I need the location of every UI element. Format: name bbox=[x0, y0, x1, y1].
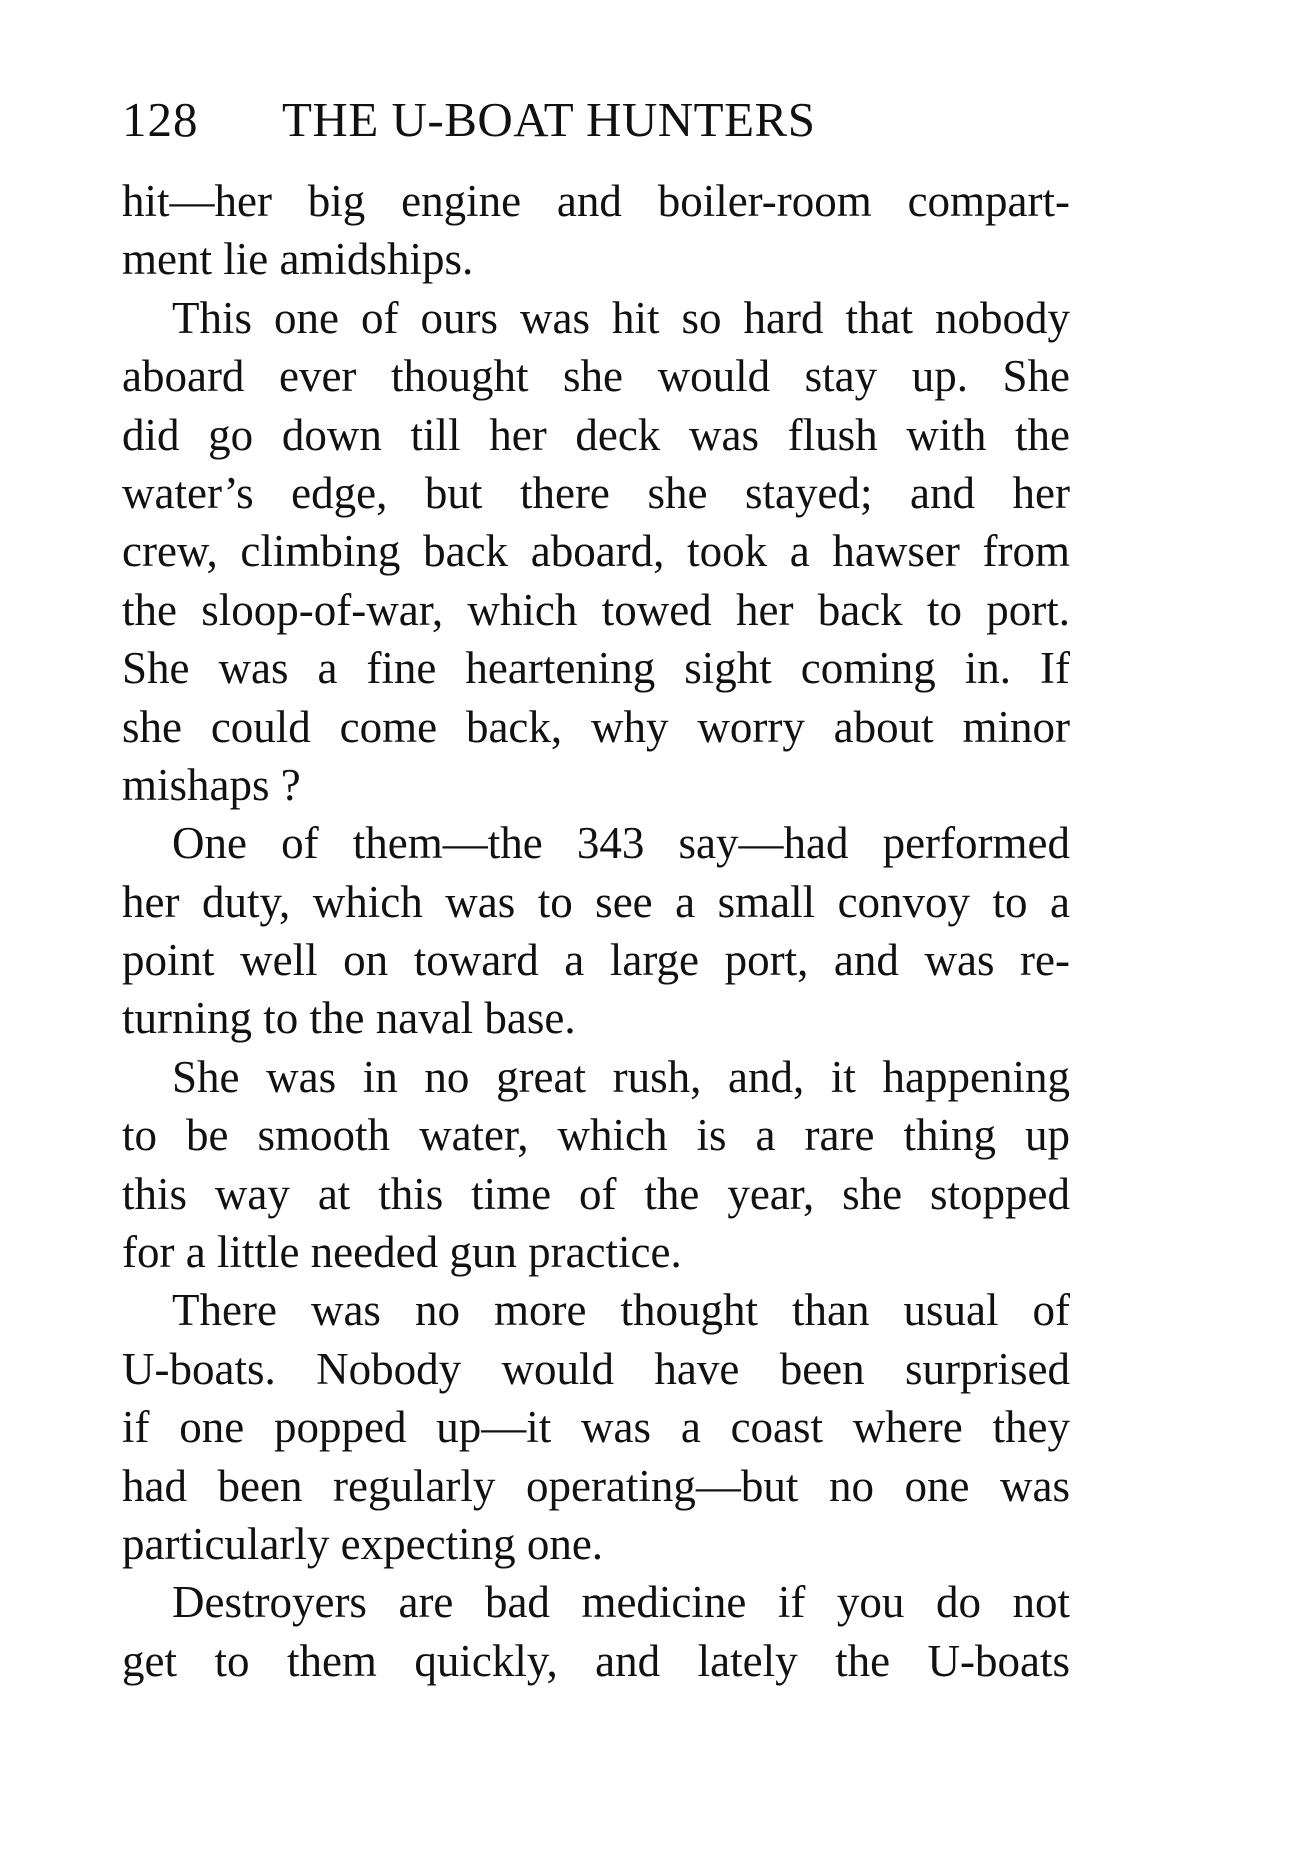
text-line: for a little needed gun practice. bbox=[122, 1227, 682, 1278]
text-line: turning to the naval base. bbox=[122, 993, 576, 1044]
body-text bbox=[122, 172, 1070, 1690]
text-line: mishaps ? bbox=[122, 759, 301, 810]
text-line: if one popped up—it was a coast where they bbox=[122, 1402, 1070, 1453]
text-line: Destroyers are bad medicine if you do not bbox=[172, 1577, 1070, 1628]
text-line: did go down till her deck was flush with the bbox=[122, 409, 1070, 460]
text-line: hit—her big engine and boiler-room compart- bbox=[122, 176, 1070, 226]
text-line: this way at this time of the year, she stopped bbox=[122, 1168, 1070, 1219]
text-line: the sloop-of-war, which towed her back to port. bbox=[122, 584, 1070, 635]
running-head: THE U-BOAT HUNTERS bbox=[282, 92, 816, 147]
text-line: U-boats. Nobody would have been surprised bbox=[122, 1343, 1070, 1394]
text-line: particularly expecting one. bbox=[122, 1518, 604, 1569]
text-line: water’s edge, but there she stayed; and her bbox=[122, 467, 1070, 518]
text-line: There was no more thought than usual of bbox=[172, 1285, 1070, 1336]
page-number: 128 bbox=[122, 92, 199, 147]
text-line: One of them—the 343 say—had performed bbox=[172, 818, 1070, 869]
text-line: She was in no great rush, and, it happening bbox=[172, 1051, 1070, 1102]
page-header bbox=[122, 80, 1082, 160]
text-line: her duty, which was to see a small convoy to a bbox=[122, 876, 1070, 927]
text-line: She was a fine heartening sight coming in. If bbox=[122, 643, 1070, 694]
text-line: get to them quickly, and lately the U-boats bbox=[122, 1635, 1070, 1686]
text-line: point well on toward a large port, and was re- bbox=[122, 935, 1070, 986]
text-line: to be smooth water, which is a rare thing up bbox=[122, 1110, 1070, 1161]
text-line: ment lie amidships. bbox=[122, 234, 474, 285]
text-line: crew, climbing back aboard, took a hawser from bbox=[122, 526, 1070, 577]
text-line: This one of ours was hit so hard that nobody bbox=[172, 292, 1070, 343]
text-line: she could come back, why worry about minor bbox=[122, 701, 1070, 752]
text-line: aboard ever thought she would stay up. She bbox=[122, 351, 1070, 402]
text-line: had been regularly operating—but no one was bbox=[122, 1460, 1070, 1511]
